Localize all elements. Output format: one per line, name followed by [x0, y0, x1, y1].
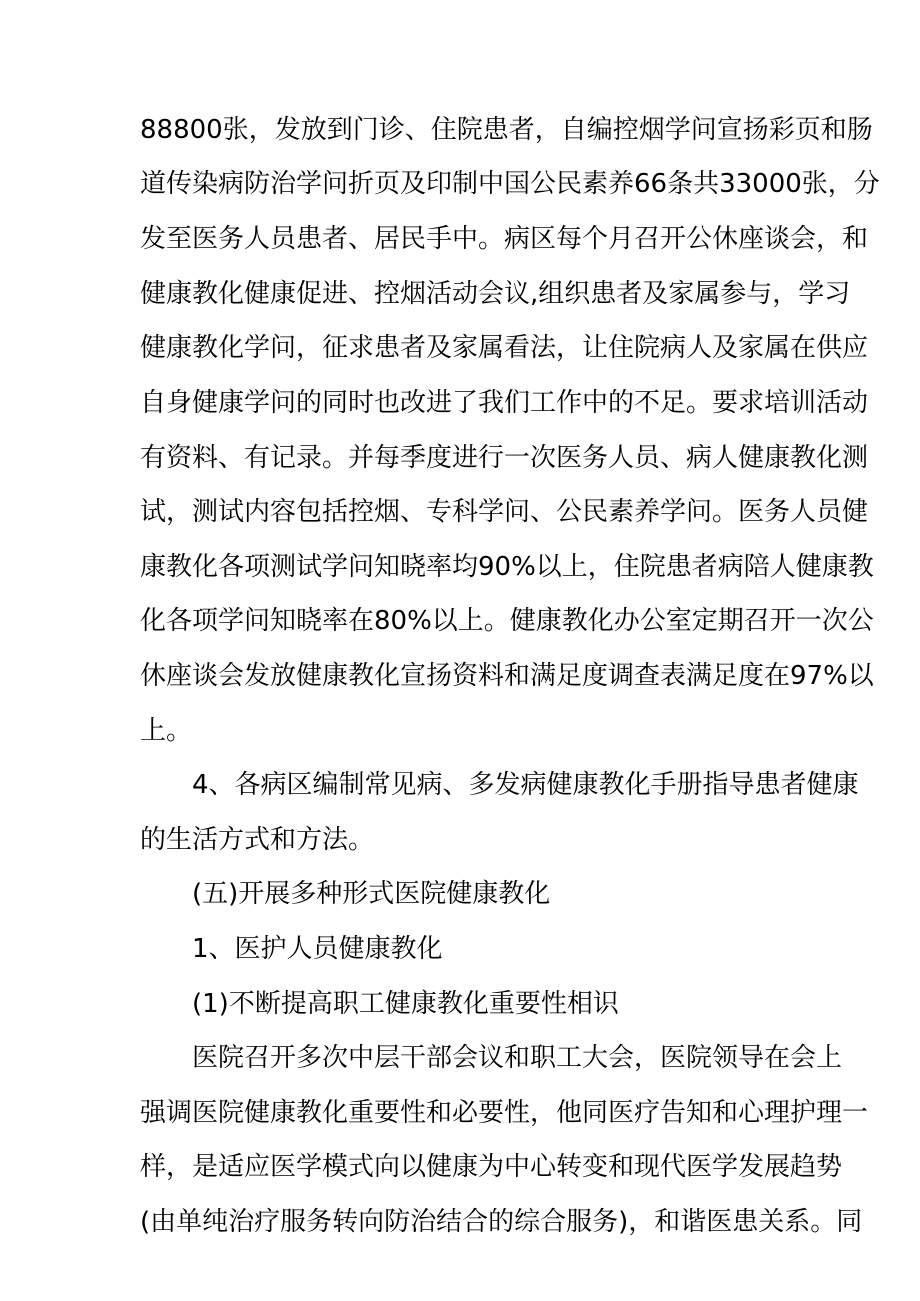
paragraph-1-line-11: 休座谈会发放健康教化宣扬资料和满足度调查表满足度在97%以 [140, 661, 874, 691]
paragraph-1-line-1: 88800张，发放到门诊、住院患者，自编控烟学问宣扬彩页和肠 [140, 115, 873, 145]
paragraph-2-line-1: 4、各病区编制常见病、多发病健康教化手册指导患者健康 [192, 770, 859, 800]
paragraph-3-line-4: (由单纯治疗服务转向防治结合的综合服务)，和谐医患关系。同 [140, 1207, 863, 1237]
paragraph-1-line-5: 健康教化学问，征求患者及家属看法，让住院病人及家属在供应 [140, 333, 869, 363]
paragraph-2-line-2: 的生活方式和方法。 [140, 825, 375, 855]
paragraph-1-line-9: 康教化各项测试学问知晓率均90%以上，住院患者病陪人健康教 [140, 552, 874, 582]
paragraph-1-line-12: 上。 [140, 716, 193, 746]
subsection-heading-1: 1、医护人员健康教化 [192, 934, 443, 964]
paragraph-1-line-4: 健康教化健康促进、控烟活动会议,组织患者及家属参与，学习 [140, 279, 851, 309]
paragraph-3-line-3: 样，是适应医学模式向以健康为中心转变和现代医学发展趋势 [140, 1152, 843, 1182]
subsection-heading-1-1: (1)不断提高职工健康教化重要性相识 [192, 989, 619, 1019]
paragraph-1-line-2: 道传染病防治学问折页及印制中国公民素养66条共33000张，分 [140, 169, 880, 199]
paragraph-3-line-2: 强调医院健康教化重要性和必要性，他同医疗告知和心理护理一 [140, 1098, 869, 1128]
paragraph-1-line-3: 发至医务人员患者、居民手中。病区每个月召开公休座谈会，和 [140, 224, 869, 254]
paragraph-1-line-6: 自身健康学问的同时也改进了我们工作中的不足。要求培训活动 [140, 388, 869, 418]
paragraph-1-line-8: 试，测试内容包括控烟、专科学问、公民素养学问。医务人员健 [140, 497, 869, 527]
paragraph-1-line-10: 化各项学问知晓率在80%以上。健康教化办公室定期召开一次公 [140, 606, 874, 636]
paragraph-1-line-7: 有资料、有记录。并每季度进行一次医务人员、病人健康教化测 [140, 443, 869, 473]
paragraph-3-line-1: 医院召开多次中层干部会议和职工大会，医院领导在会上 [192, 1043, 843, 1073]
section-heading-5: (五)开展多种形式医院健康教化 [192, 879, 551, 909]
